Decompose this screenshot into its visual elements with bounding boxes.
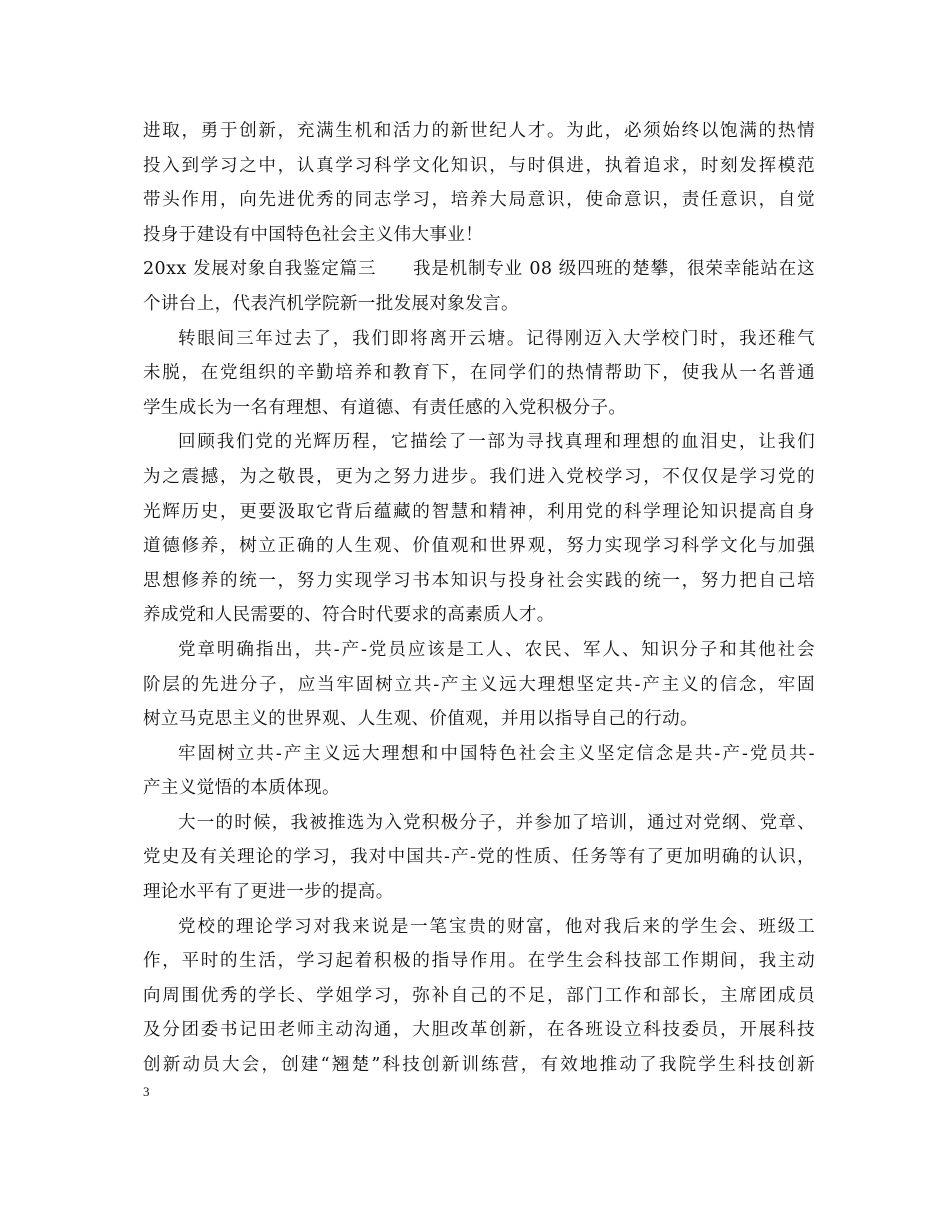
text-line: 向周围优秀的学长、学姐学习，弥补自己的不足，部门工作和部长，主席团成员 <box>143 985 815 1006</box>
text-line: 养成党和人民需要的、符合时代要求的高素质人才。 <box>143 605 555 626</box>
text-line: 思想修养的统一，努力实现学习书本知识与投身社会实践的统一，努力把自己培 <box>143 570 815 591</box>
text-line: 为之震撼，为之敬畏，更为之努力进步。我们进入党校学习，不仅仅是学习党的 <box>143 466 815 487</box>
text-line: 道德修养，树立正确的人生观、价值观和世界观，努力实现学习科学文化与加强 <box>143 536 815 557</box>
text-line: 学生成长为一名有理想、有道德、有责任感的入党积极分子。 <box>143 397 627 418</box>
text-line: 党校的理论学习对我来说是一笔宝贵的财富，他对我后来的学生会、班级工 <box>178 916 815 937</box>
text-line: 党史及有关理论的学习，我对中国共-产-党的性质、任务等有了更加明确的认识， <box>143 847 815 868</box>
page-number: 3 <box>143 1084 150 1099</box>
text-line: 转眼间三年过去了，我们即将离开云塘。记得刚迈入大学校门时，我还稚气 <box>178 328 815 349</box>
text-line: 产主义觉悟的本质体现。 <box>143 778 340 799</box>
text-line: 创新动员大会，创建“翘楚”科技创新训练营，有效地推动了我院学生科技创新 <box>143 1055 815 1076</box>
text-line: 及分团委书记田老师主动沟通，大胆改革创新，在各班设立科技委员，开展科技 <box>143 1020 815 1041</box>
text-line: 20xx 发展对象自我鉴定篇三 我是机制专业 08 级四班的楚攀，很荣幸能站在这 <box>143 259 815 280</box>
text-line: 理论水平有了更进一步的提高。 <box>143 882 394 903</box>
text-line: 未脱，在党组织的辛勤培养和教育下，在同学们的热情帮助下，使我从一名普通 <box>143 363 815 384</box>
text-line: 投身于建设有中国特色社会主义伟大事业！ <box>143 224 484 245</box>
text-line: 进取，勇于创新，充满生机和活力的新世纪人才。为此，必须始终以饱满的热情 <box>143 121 815 141</box>
text-line: 投入到学习之中，认真学习科学文化知识，与时俱进，执着追求，时刻发挥模范 <box>143 155 815 176</box>
text-line: 回顾我们党的光辉历程，它描绘了一部为寻找真理和理想的血泪史，让我们 <box>178 432 815 453</box>
text-line: 党章明确指出，共-产-党员应该是工人、农民、军人、知识分子和其他社会 <box>178 639 815 660</box>
document-body <box>143 114 815 1083</box>
text-line: 光辉历史，更要汲取它背后蕴藏的智慧和精神，利用党的科学理论知识提高自身 <box>143 501 815 522</box>
text-line: 阶层的先进分子，应当牢固树立共-产主义远大理想坚定共-产主义的信念，牢固 <box>143 674 815 695</box>
text-line: 树立马克思主义的世界观、人生观、价值观，并用以指导自己的行动。 <box>143 709 698 730</box>
text-line: 牢固树立共-产主义远大理想和中国特色社会主义坚定信念是共-产-党员共- <box>178 743 815 764</box>
text-line: 作，平时的生活，学习起着积极的指导作用。在学生会科技部工作期间，我主动 <box>143 951 815 972</box>
text-line: 个讲台上，代表汽机学院新一批发展对象发言。 <box>143 293 519 314</box>
text-line: 大一的时候，我被推选为入党积极分子，并参加了培训，通过对党纲、党章、 <box>178 812 815 833</box>
text-line: 带头作用，向先进优秀的同志学习，培养大局意识，使命意识，责任意识，自觉 <box>143 190 815 211</box>
